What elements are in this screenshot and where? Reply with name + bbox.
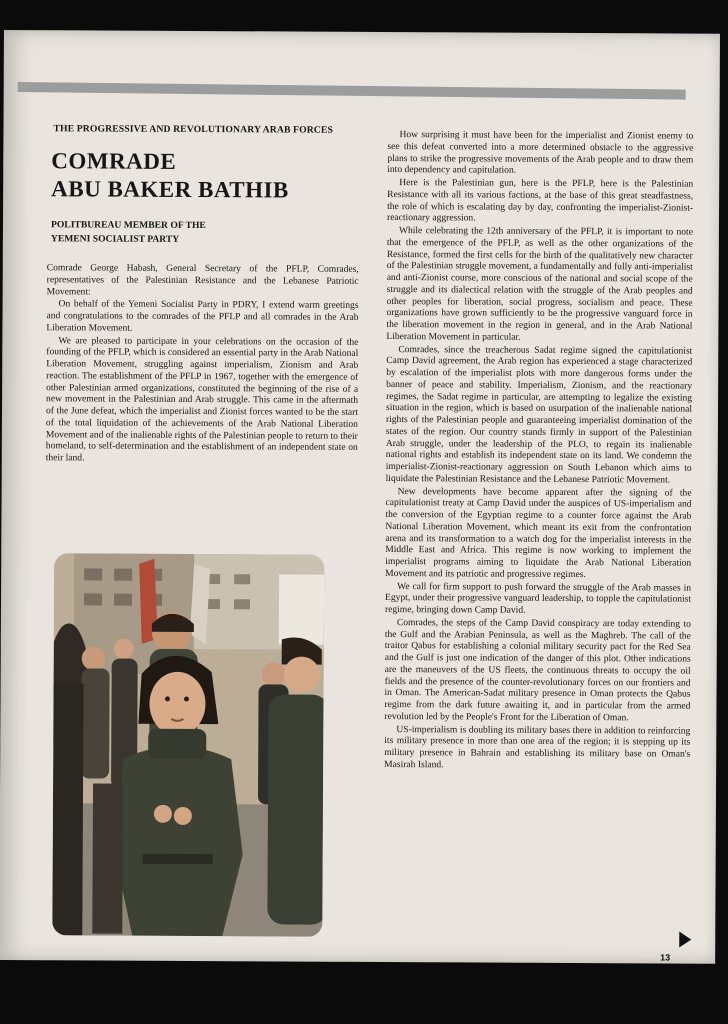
body-paragraph: On behalf of the Yemeni Socialist Party in PDRY, I extend warm greetings and congratulations to the comrades of the PFLP and all comrades in the Arab Liberation Movement. [46,298,359,334]
subhead-line-1: POLITBUREAU MEMBER OF THE [50,219,206,232]
body-paragraph: Comrades, the steps of the Camp David conspiracy are today extending to the Gulf and the Arabian Peninsula, as well as the Maghreb. The call of the traitor Qabus for establishing a colonial military security pact for the Red Sea and the Gulf is just one indication of the danger of this plot. Other indications are the maneuvers of the US fleets, the continuous threats to occupy the oil fields and the presence of the counter-revolutionary forces on our frontiers and in Oman. The American-Sadat military presence in Oman protects the Qabus regime from the dark future awaiting it, and in particular from the armed revolution led by the People's Front for the Liberation of Oman. [384,616,691,724]
subhead-line-2: YEMENI SOCIALIST PARTY [50,233,180,245]
body-paragraph: Comrades, since the treacherous Sadat regime signed the capitulationist Camp David agreement, the Arab region has experienced a stage characterized by escalation of the imperialist plots with more dangerous forms under the banner of peace and stability. Imperialism, Zionism, and the reactionary regimes, the Sadat regime in particular, are attempting to legalize the existing situation in the region, which is based on usurpation of the inalienable national rights of the Palestinian people and guaranteeing imperialist domination of the states of the region. Our country stands firmly in support of the Palestinian Arab struggle, under the leadership of the PLO, to regain its inalienable national rights and establish its independent state on its land. We condemn the imperialist-Zionist-reactionary aggression on South Lebanon which aims to liquidate the Palestinian Resistance and the Lebanese Patriotic Movement. [385,343,693,486]
body-paragraph: We call for firm support to push forward the struggle of the Arab masses in Egypt, under their progressive vanguard leadership, to topple the capitulationist regime, bringing down Camp David. [384,580,692,616]
headline-line-2: ABU BAKER BATHIB [51,176,289,203]
body-paragraph: US-imperialism is doubling its military bases there in addition to reinforcing its military presence in more than one area of the region; it is stepping up its military presence in Bahrain and establishing its military base on Oman's Masirah Island. [384,723,691,771]
continue-arrow-icon [679,932,691,948]
section-kicker: THE PROGRESSIVE AND REVOLUTIONARY ARAB FORCES [53,123,333,136]
right-column [384,129,693,773]
body-paragraph: Comrade George Habash, General Secretary of the PFLP, Comrades, representatives of the Palestinian Resistance and the Lebanese Patriotic Movement: [46,262,359,297]
body-paragraph: How surprising it must have been for the imperialist and Zionist enemy to see this defeat converted into a more determined obstacle to the aggressive plans to strike the progressive movements of the Arab people and to draw them into dependency and capitulation. [387,129,694,176]
body-paragraph: We are pleased to participate in your celebrations on the occasion of the founding of the PFLP, which is considered an essential party in the Arab National Liberation Movement, struggling against imperialism, Zionism and Arab reaction. The establishment of the PFLP in 1967, together with the emergence of other Palestinian armed organizations, constituted the beginning of the rise of a new movement in the Palestinian and Arab struggle. This came in the aftermath of the June defeat, which the imperialist and Zionist forces wanted to be the start of the total liquidation of the achievements of the Arab National Liberation Movement and of the inalienable rights of the Palestinian people to return to their homeland, to self-determination and the establishment of an independent state on their land. [45,334,359,464]
body-paragraph: While celebrating the 12th anniversary of the PFLP, it is important to note that the emergence of the PFLP, as well as the other organizations of the Resistance, formed the first cells for the birth of the qualitatively new character of the Palestinian struggle movement, a fundamentally and fully anti-imperialist and anti-Zionist course, more conscious of the national and social scope of the struggle and its dialectical relation with the struggle of the Arab peoples and other peoples for liberation, social progress, socialism and peace. These organizations have grown sufficiently to be the progressive vanguard force in the liberation movement in the region in general, and in the Arab National Liberation Movement in particular. [386,225,693,343]
body-paragraph: New developments have become apparent after the signing of the capitulationist treaty at Camp David under the auspices of US-imperialism and the conversion of the Egyptian regime to a counter force against the Arab National Liberation Movement, which meant its exit from the confrontation arena and its transformation to a watch dog for the imperialist interests in the Middle East and Africa. This regime is now working to implement the imperialist programs aiming to liquidate the Arab National Liberation Movement and its patriotic and progressive regimes. [385,485,692,580]
left-column [46,123,360,466]
crowd-photo-illustration [52,553,324,936]
body-paragraph: Here is the Palestinian gun, here is the PFLP, here is the Palestinian Resistance with all its various factions, at the base of this great steadfastness, the role of which is escalating day by day, confronting the imperialist-Zionist-reactionary aggression. [386,177,694,224]
article-headline [51,147,359,205]
magazine-page [0,30,720,964]
page-number: 13 [660,952,671,963]
header-rule [18,82,686,100]
author-title [51,218,359,248]
headline-line-1: COMRADE [51,148,177,174]
crowd-photo [52,553,324,936]
